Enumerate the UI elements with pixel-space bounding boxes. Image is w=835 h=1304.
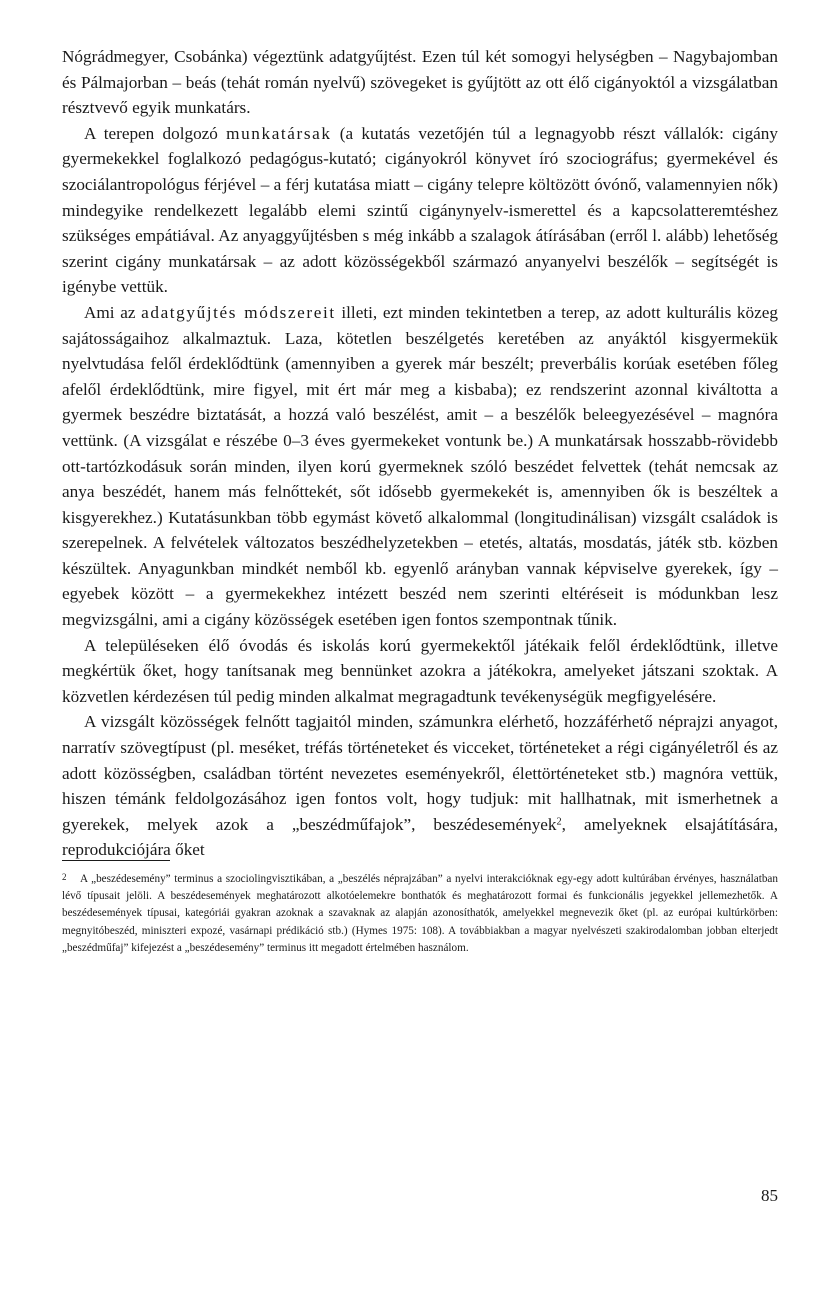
paragraph-1: Nógrádmegyer, Csobánka) végeztünk adatgyűjtést. Ezen túl két somogyi helységben – Nagybajomban és Pálmajorban – beás (tehát román nyelvű) szövegeket is gyűjtött az ott élő cigányoktól a vizsgálatban résztvevő egyik munkatárs. [62,47,778,118]
paragraph-3-lead: Ami az [84,302,142,322]
footnote-reference: 2 [556,816,562,828]
paragraph-2-lead: A terepen dolgozó [84,123,227,143]
footnote-separator [62,860,170,861]
paragraph-3-rest: illeti, ezt minden tekintetben a terep, az adott kulturális közeg sajátosságaihoz alkalmaztuk. Laza, kötetlen beszélgetés keretében az anyáktól kisgyermekük nyelvtudása felől érdeklődtünk (amennyiben a gyerek már beszélt; preverbális korúak esetében főleg afelől érdeklődtünk, mire figyel, mit ért már meg a kisbaba); ez rendszerint azonnal kiváltotta a gyermek beszédre biztatását, a hozzá való beszélést, amit – a beszélők beleegyezésével – magnóra vettünk. (A vizsgálat e részébe 0–3 éves gyermekeket vontunk be.) A munkatársak hosszabb-rövidebb ott-tartózkodásuk során minden, ilyen korú gyermeknek szóló beszédet felvettek (tehát nemcsak az anya beszédét, hanem más felnőttekét, sőt idősebb gyermekekét is, amennyiben ők is beszéltek a kisgyerekhez.) Kutatásunkban több egymást követő alkalommal (longitudinálisan) vizsgált családok is szerepelnek. A felvételek változatos beszédhelyzetekben – etetés, altatás, mosdatás, játék stb. közben készültek. Anyagunkban mindkét nemből kb. egyenlő arányban vannak képviselve gyerekek, így – egyebek között – a gyermekekhez intézett beszéd nem szerinti eltéréseit is módunkban lesz megvizsgálni, ami a cigány közösségek esetében igen fontos szempontnak tűnik. [62,302,778,630]
paragraph-4: A településeken élő óvodás és iskolás korú gyermekektől játékaik felől érdeklődtünk, illetve megkértük őket, hogy tanítsanak meg bennünket azokra a játékokra, amelyeket játszani szoktak. A közvetlen kérdezésen túl pedig minden alkalmat megragadtunk tevékenységük megfigyelésére. [62,635,778,706]
paragraph-5-rest: , amelyeknek elsajátítására, reprodukciójára őket [62,814,778,860]
page-number: 85 [761,1186,778,1205]
footnote-mark: 2 [62,872,67,882]
paragraph-3 [62,300,778,633]
footnote [62,869,778,957]
footnote-text: A „beszédesemény” terminus a szociolingvisztikában, a „beszélés néprajzában” a nyelvi interakcióknak egy-egy adott kultúrában érvényes, használatban lévő típusait jelöli. A beszédesemények meghatározott alkotóelemekre bonthatók és meghatározott formai és funkcionális jegyekkel jellemezhetők. A beszédesemények típusai, kategóriái gyakran azoknak a szavaknak az alapján azonosíthatók, amelyekkel megnevezik őket (pl. az európai kultúrkörben: megnyitóbeszéd, miniszteri expozé, vasárnapi prédikáció stb.) (Hymes 1975: 108). A továbbiakban a magyar nyelvészeti szakirodalomban jobban elterjedt „beszédműfaj” kifejezést a „beszédesemény” terminus itt megadott értelmében használom. [62,873,778,954]
body-text [62,44,778,863]
paragraph-3-emphasis: adatgyűjtés módszereit [141,302,336,322]
paragraph-2-rest: (a kutatás vezetőjén túl a legnagyobb részt vállalók: cigány gyermekekkel foglalkozó pedagógus-kutató; cigányokról könyvet író szociográfus; gyermekével és szociálantropológus férjével – a férj kutatása miatt – cigány telepre költözött óvónő, valamennyien nők) mindegyike rendelkezett legalább elemi szintű cigánynyelv-ismerettel és a kapcsolatteremtéshez szükséges empátiával. Az anyaggyűjtésben s még inkább a szalagok átírásában (erről l. alább) lehetőség szerint cigány munkatársak – az adott közösségekből származó anyanyelvi beszélők – segítségét is igénybe vettük. [62,123,778,297]
paragraph-5 [62,709,778,863]
paragraph-2 [62,121,778,300]
paragraph-2-emphasis: munkatársak [226,123,332,143]
paragraph-5-lead: A vizsgált közösségek felnőtt tagjaitól minden, számunkra elérhető, hozzáférhető néprajzi anyagot, narratív szövegtípust (pl. meséket, tréfás történeteket és vicceket, történeteket a régi cigányéletről és az adott közösségben, családban történt nevezetes eseményekről, élettörténeteket stb.) magnóra vettük, hiszen témánk feldolgozásához igen fontos volt, hogy tudjuk: mit hallhatnak, mit ismerhetnek a gyerekek, melyek azok a „beszédműfajok”, beszédesemények [62,712,778,834]
